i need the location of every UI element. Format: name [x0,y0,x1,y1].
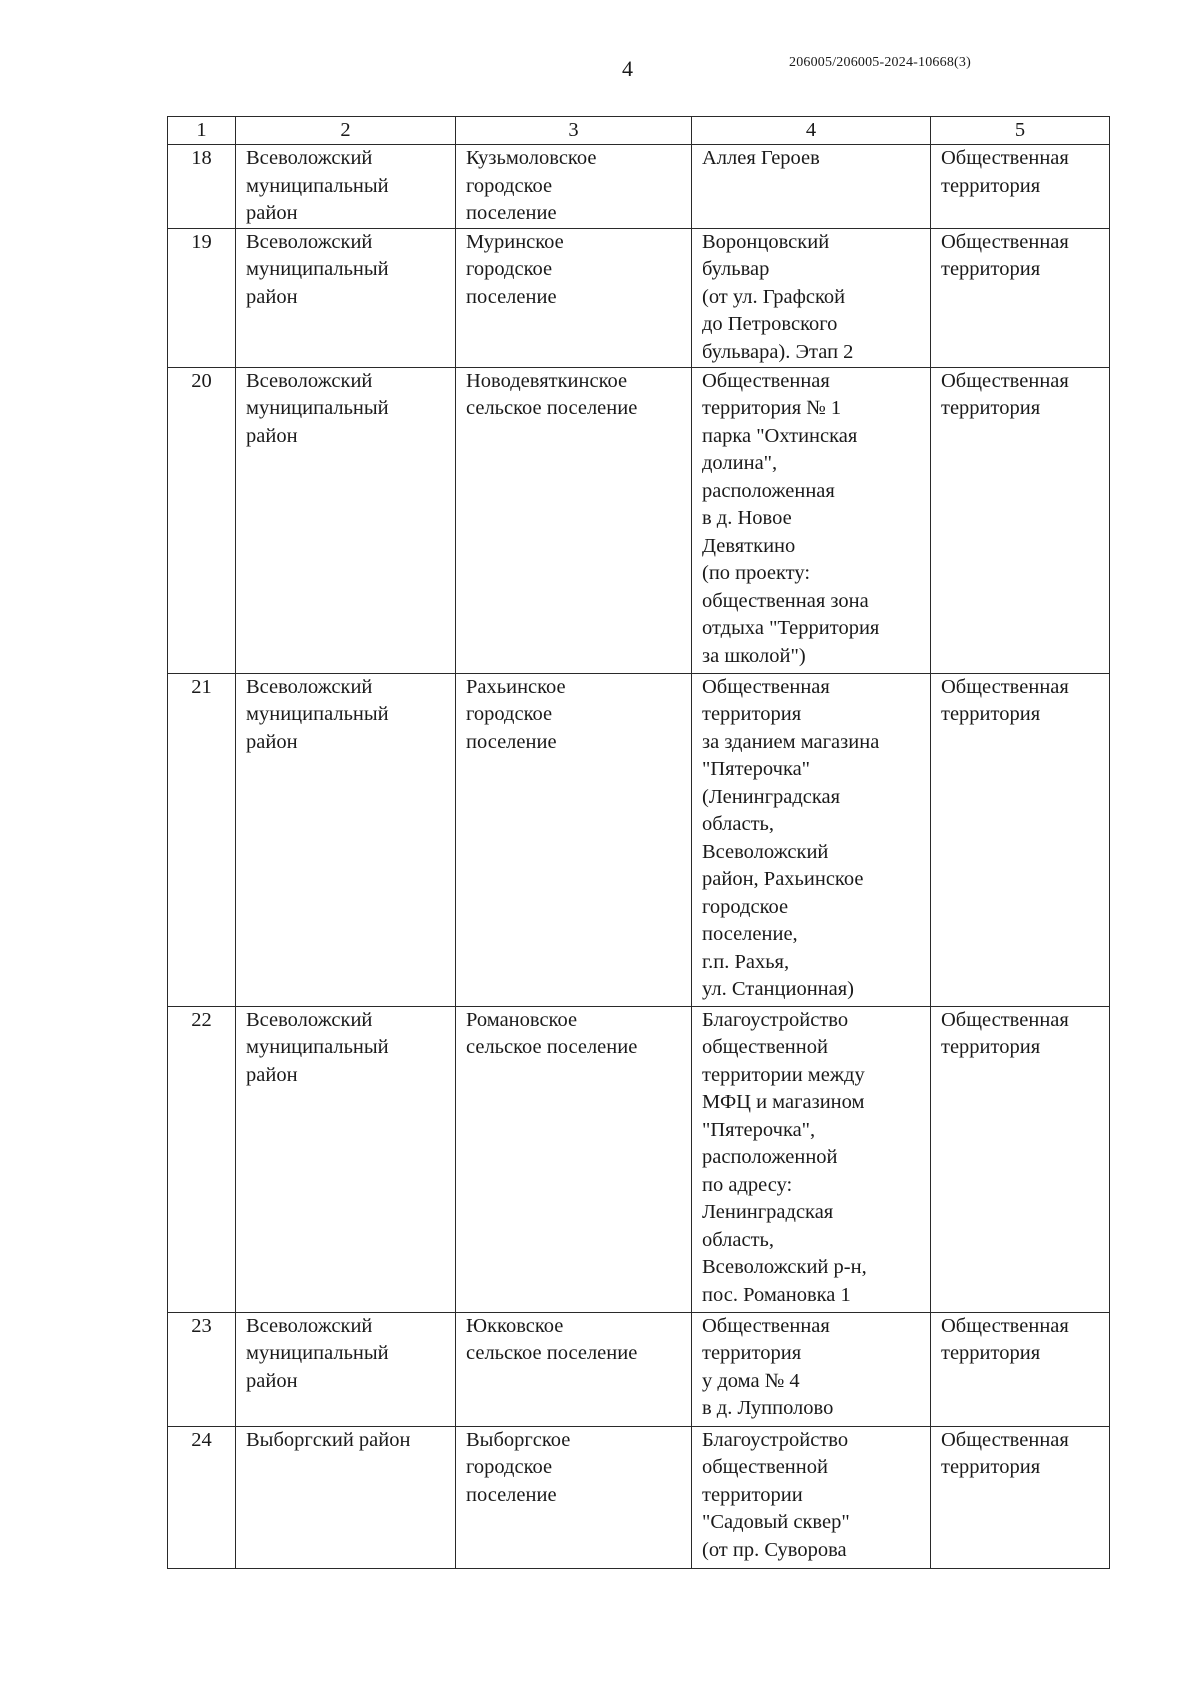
object-cell: Благоустройство общественной территории между МФЦ и магазином "Пятерочка", расположенной по адресу: Ленинградская область, Всеволожский р-н, пос. Романовка 1 [692,1006,931,1312]
territories-table [167,116,1110,1569]
settlement-cell: Кузьмоловское городское поселение [456,145,692,229]
column-header: 4 [692,117,931,145]
district-cell: Всеволожский муниципальный район [236,1006,456,1312]
district-cell: Выборгский район [236,1426,456,1568]
object-cell: Общественная территория № 1 парка "Охтинская долина", расположенная в д. Новое Девяткино (по проекту: общественная зона отдыха "Территория за школой") [692,367,931,673]
district-cell: Всеволожский муниципальный район [236,673,456,1006]
table-row [168,228,1110,367]
type-cell: Общественная территория [931,145,1110,229]
table-row [168,145,1110,229]
page-number: 4 [622,56,633,81]
row-number: 20 [168,367,236,673]
type-cell: Общественная территория [931,367,1110,673]
column-number-row [168,117,1110,145]
settlement-cell: Юкковское сельское поселение [456,1312,692,1426]
district-cell: Всеволожский муниципальный район [236,228,456,367]
row-number: 21 [168,673,236,1006]
settlement-cell: Новодевяткинское сельское поселение [456,367,692,673]
column-header: 5 [931,117,1110,145]
settlement-cell: Муринское городское поселение [456,228,692,367]
type-cell: Общественная территория [931,673,1110,1006]
district-cell: Всеволожский муниципальный район [236,367,456,673]
type-cell: Общественная территория [931,1312,1110,1426]
row-number: 24 [168,1426,236,1568]
object-cell: Общественная территория у дома № 4 в д. Лупполово [692,1312,931,1426]
settlement-cell: Выборгское городское поселение [456,1426,692,1568]
type-cell: Общественная территория [931,1006,1110,1312]
column-header: 2 [236,117,456,145]
district-cell: Всеволожский муниципальный район [236,145,456,229]
settlement-cell: Рахьинское городское поселение [456,673,692,1006]
settlement-cell: Романовское сельское поселение [456,1006,692,1312]
type-cell: Общественная территория [931,228,1110,367]
type-cell: Общественная территория [931,1426,1110,1568]
row-number: 19 [168,228,236,367]
table-row [168,1312,1110,1426]
district-cell: Всеволожский муниципальный район [236,1312,456,1426]
row-number: 23 [168,1312,236,1426]
table-row [168,1006,1110,1312]
column-header: 3 [456,117,692,145]
column-header: 1 [168,117,236,145]
document-id: 206005/206005-2024-10668(3) [789,55,971,70]
table-row [168,1426,1110,1568]
table-row [168,367,1110,673]
row-number: 22 [168,1006,236,1312]
row-number: 18 [168,145,236,229]
table-row [168,673,1110,1006]
object-cell: Общественная территория за зданием магазина "Пятерочка" (Ленинградская область, Всеволожский район, Рахьинское городское поселение, г.п. Рахья, ул. Станционная) [692,673,931,1006]
object-cell: Воронцовский бульвар (от ул. Графской до Петровского бульвара). Этап 2 [692,228,931,367]
object-cell: Аллея Героев [692,145,931,229]
object-cell: Благоустройство общественной территории "Садовый сквер" (от пр. Суворова [692,1426,931,1568]
